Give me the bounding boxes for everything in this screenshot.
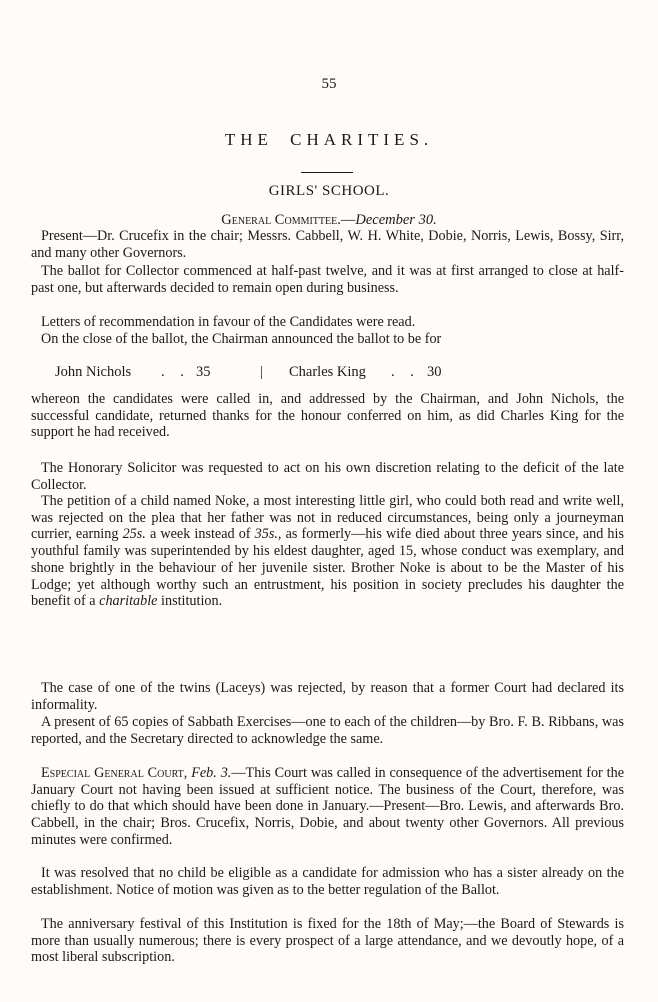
paragraph-letters: Letters of recommendation in favour of the Candidates were read.: [41, 314, 416, 330]
paragraph-twins: The case of one of the twins (Laceys) was rejected, by reason that a former Court had declared its informality.: [31, 680, 624, 713]
court-label: Especial General Court,: [41, 765, 188, 781]
paragraph-present: Present—Dr. Crucefix in the chair; Messrs. Cabbell, W. H. White, Dobie, Norris, Lewis, Bossy, Sirr, and many other Governors.: [31, 228, 624, 261]
paragraph-whereon: whereon the candidates were called in, and addressed by the Chairman, and John Nichols, the successful candidate, returned thanks for the honour conferred on him, as did Charles King for the support he had received.: [31, 391, 624, 441]
meeting-dash: —: [340, 212, 356, 228]
paragraph-anniversary: The anniversary festival of this Institution is fixed for the 18th of May;—the Board of Stewards is more than usually numerous; there is every prospect of a large attendance, and we devoutly hope, of a most liberal subscription.: [31, 916, 624, 966]
candidate-name-1: John Nichols: [55, 364, 132, 380]
sub-heading: GIRLS' SCHOOL.: [268, 183, 390, 199]
section-title: THE CHARITIES.: [224, 130, 434, 149]
paragraph-ballot-close: On the close of the ballot, the Chairman announced the ballot to be for: [41, 331, 442, 347]
meeting-label: General Committee.: [221, 212, 341, 228]
tally-separator: |: [260, 364, 263, 380]
candidate-votes-2: 30: [427, 364, 442, 380]
petition-text-a: The petition of a child named Noke, a most interesting little girl, who could both read and write well, was rejected on the plea that her father was not in reduced circumstances, being only a journeyman currier, earning: [31, 493, 624, 543]
candidate-votes-1: 35: [196, 364, 211, 380]
paragraph-especial-court: [31, 765, 624, 849]
page-number: 55: [321, 76, 337, 92]
tally-dots-2: . .: [391, 364, 420, 380]
paragraph-ballot: The ballot for Collector commenced at half-past twelve, and it was at first arranged to close at half-past one, but afterwards decided to remain open during business.: [31, 263, 624, 296]
paragraph-petition: [31, 493, 624, 610]
petition-amount-2: 35s.: [254, 526, 278, 543]
petition-charitable: charitable: [99, 593, 158, 610]
ballot-tally: [31, 364, 624, 382]
tally-dots-1: . .: [161, 364, 190, 380]
meeting-date: December 30.: [355, 212, 437, 228]
paragraph-resolution: It was resolved that no child be eligible as a candidate for admission who has a sister already on the establishment. Notice of motion was given as to the better regulation of the Ballot.: [31, 865, 624, 898]
petition-text-g: institution.: [157, 593, 223, 610]
divider-rule: [301, 172, 353, 173]
paragraph-present-copies: A present of 65 copies of Sabbath Exercises—one to each of the children—by Bro. F. B. Ribbans, was reported, and the Secretary directed to acknowledge the same.: [31, 714, 624, 747]
meeting-heading: [0, 212, 658, 229]
candidate-name-2: Charles King: [289, 364, 366, 380]
court-date: Feb. 3.: [191, 765, 232, 781]
paragraph-solicitor: The Honorary Solicitor was requested to act on his own discretion relating to the deficit of the late Collector.: [31, 460, 624, 493]
petition-amount-1: 25s.: [122, 526, 146, 543]
petition-text-c: a week instead of: [145, 526, 255, 543]
court-text: —This Court was called in consequence of the advertisement for the January Court not having been issued at sufficient notice. The business of the Court, therefore, was chiefly to do that which should have been done in January.—Present—Bro. Lewis, and afterwards Bro. Cabbell, in the chair; Bros. Crucefix, Norris, Dobie, and about twenty other Governors. All previous minutes were confirmed.: [31, 765, 625, 848]
petition-text-e: , as formerly—his wife died about three years since, and his youthful family was superintended by his eldest daughter, aged 15, whose conduct was exemplary, and shone brightly in the behaviour of her juvenile sister. Brother Noke is about to be the Master of his Lodge; yet although worthy such an entrustment, his position in society precludes his daughter the benefit of a: [31, 526, 624, 610]
